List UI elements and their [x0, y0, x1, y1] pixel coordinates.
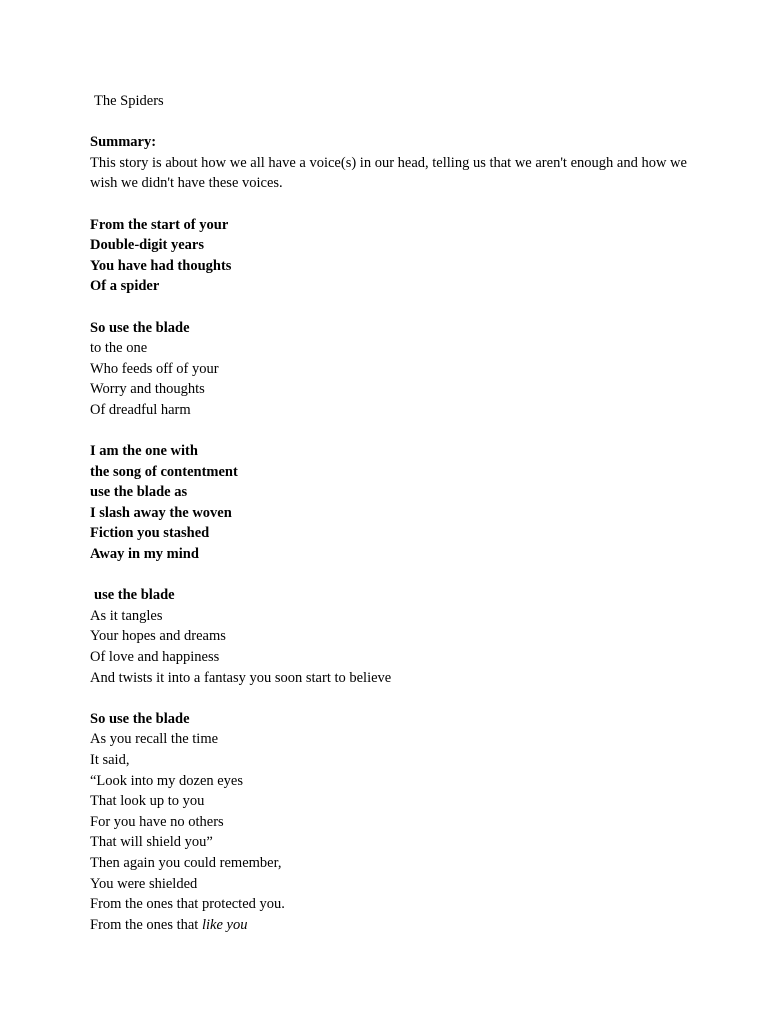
stanza5-line: That look up to you — [90, 793, 205, 810]
stanza1-line: From the start of your — [90, 216, 229, 233]
spacer — [90, 194, 690, 215]
stanza5-line: For you have no others — [90, 813, 224, 830]
stanza5-last-line — [90, 915, 690, 936]
document-page — [90, 91, 690, 935]
stanza1-line: Double-digit years — [90, 237, 204, 254]
stanza1-line: You have had thoughts — [90, 257, 232, 274]
last-line-prefix: From the ones that — [90, 916, 202, 933]
stanza2-line: Of dreadful harm — [90, 401, 191, 418]
stanza2-line: Who feeds off of your — [90, 360, 219, 377]
stanza3-line: Away in my mind — [90, 546, 199, 563]
stanza3-line: I slash away the woven — [90, 504, 232, 521]
document-title: The Spiders — [94, 93, 164, 109]
stanza3-line: the song of contentment — [90, 463, 238, 480]
stanza4-line: As it tangles — [90, 607, 163, 624]
stanza5-line: That will shield you” — [90, 834, 213, 851]
stanza5-line: You were shielded — [90, 875, 198, 892]
summary-text: This story is about how we all have a voice(s) in our head, telling us that we aren't enough and how we wish we didn't have these voices. — [90, 154, 691, 192]
stanza2-heading: So use the blade — [90, 319, 190, 336]
spacer — [90, 421, 690, 442]
stanza5-line: As you recall the time — [90, 731, 219, 748]
stanza5-line: From the ones that protected you. — [90, 896, 285, 913]
last-line-italic: like you — [201, 916, 248, 933]
stanza3-line: I am the one with — [90, 443, 198, 460]
spacer — [90, 688, 690, 709]
stanza2-line: to the one — [90, 340, 148, 357]
spacer — [90, 297, 690, 318]
stanza5-heading: So use the blade — [90, 710, 190, 727]
stanza4-heading: use the blade — [94, 587, 175, 604]
stanza4-line: Of love and happiness — [90, 649, 220, 666]
spacer — [90, 565, 690, 586]
stanza2-line: Worry and thoughts — [90, 381, 205, 398]
stanza4-line: And twists it into a fantasy you soon start to believe — [90, 669, 392, 686]
stanza5-line: Then again you could remember, — [90, 854, 282, 871]
stanza5-line: “Look into my dozen eyes — [90, 772, 244, 789]
stanza3-line: Fiction you stashed — [90, 525, 210, 542]
stanza4-line: Your hopes and dreams — [90, 628, 226, 645]
stanza3-line: use the blade as — [90, 484, 188, 501]
summary-label: Summary: — [90, 134, 157, 151]
spacer — [90, 112, 690, 133]
stanza1-line: Of a spider — [90, 278, 160, 295]
stanza5-line: It said, — [90, 752, 130, 768]
